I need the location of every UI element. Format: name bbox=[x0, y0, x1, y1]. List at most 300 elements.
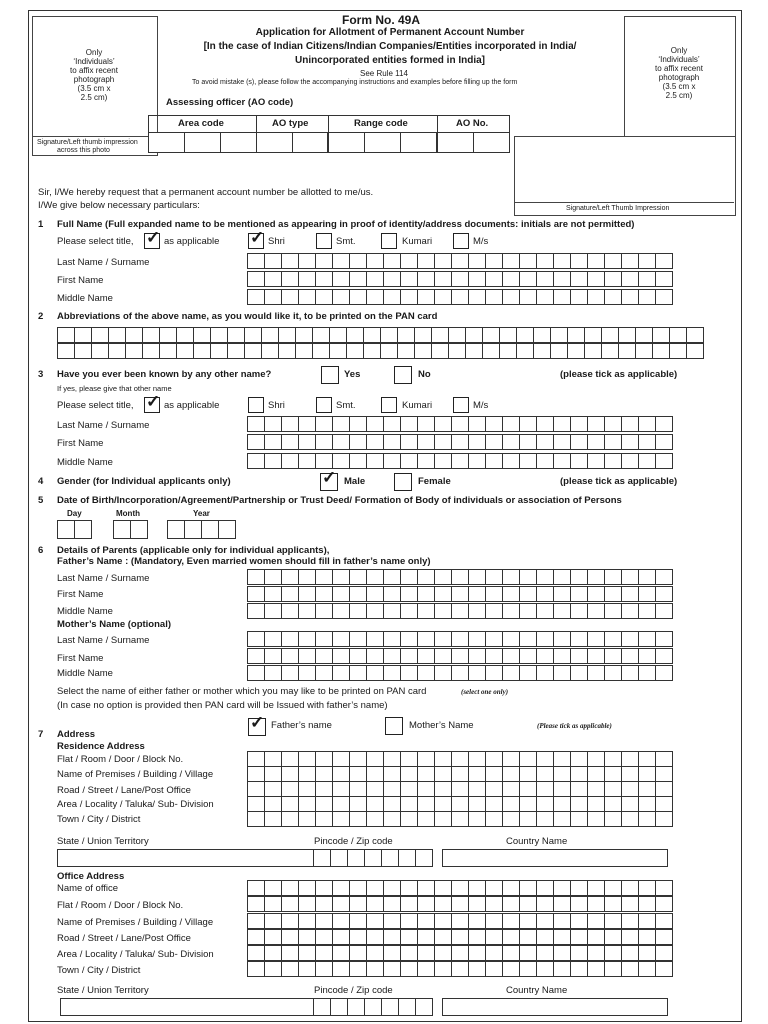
char-cell[interactable] bbox=[485, 751, 503, 767]
char-cell[interactable] bbox=[519, 766, 537, 782]
char-cell[interactable] bbox=[281, 289, 299, 305]
char-cell[interactable] bbox=[315, 751, 333, 767]
char-cell[interactable] bbox=[434, 631, 452, 647]
char-cell[interactable] bbox=[536, 603, 554, 619]
char-cell[interactable] bbox=[604, 416, 622, 432]
char-cell[interactable] bbox=[281, 648, 299, 664]
char-cell[interactable] bbox=[176, 327, 194, 343]
char-cell[interactable] bbox=[349, 945, 367, 961]
char-cell[interactable] bbox=[502, 648, 520, 664]
char-cell[interactable] bbox=[536, 416, 554, 432]
char-cell[interactable] bbox=[618, 343, 636, 359]
char-cell[interactable] bbox=[587, 569, 605, 585]
char-cell[interactable] bbox=[638, 751, 656, 767]
char-cell[interactable] bbox=[570, 648, 588, 664]
char-cell[interactable] bbox=[655, 751, 673, 767]
char-cell[interactable] bbox=[332, 648, 350, 664]
char-cell[interactable] bbox=[536, 945, 554, 961]
char-cell[interactable] bbox=[587, 781, 605, 797]
char-cell[interactable] bbox=[519, 880, 537, 896]
q7-off-country-input[interactable] bbox=[442, 998, 668, 1016]
char-cell[interactable] bbox=[383, 913, 401, 929]
char-cell[interactable] bbox=[400, 896, 418, 912]
char-cell[interactable] bbox=[550, 343, 568, 359]
char-cell[interactable] bbox=[315, 913, 333, 929]
char-cell[interactable] bbox=[434, 945, 452, 961]
char-cell[interactable] bbox=[366, 796, 384, 812]
signature-box-right[interactable] bbox=[514, 136, 736, 216]
char-cell[interactable] bbox=[587, 945, 605, 961]
char-cell[interactable] bbox=[261, 327, 279, 343]
char-cell[interactable] bbox=[451, 648, 469, 664]
char-cell[interactable] bbox=[247, 751, 265, 767]
char-cell[interactable] bbox=[315, 434, 333, 450]
char-cell[interactable] bbox=[329, 327, 347, 343]
char-cell[interactable] bbox=[553, 416, 571, 432]
char-cell[interactable] bbox=[434, 913, 452, 929]
char-cell[interactable] bbox=[264, 811, 282, 827]
char-cell[interactable] bbox=[176, 343, 194, 359]
char-cell[interactable] bbox=[400, 961, 418, 977]
char-cell[interactable] bbox=[400, 665, 418, 681]
char-cell[interactable] bbox=[383, 271, 401, 287]
char-cell[interactable] bbox=[298, 648, 316, 664]
char-cell[interactable] bbox=[655, 569, 673, 585]
char-cell[interactable] bbox=[686, 343, 704, 359]
char-cell[interactable] bbox=[417, 648, 435, 664]
char-cell[interactable] bbox=[264, 453, 282, 469]
q3-no-checkbox[interactable] bbox=[394, 366, 412, 384]
char-cell[interactable] bbox=[281, 665, 299, 681]
char-cell[interactable] bbox=[142, 343, 160, 359]
char-cell[interactable] bbox=[417, 880, 435, 896]
char-cell[interactable] bbox=[247, 434, 265, 450]
char-cell[interactable] bbox=[281, 766, 299, 782]
char-cell[interactable] bbox=[451, 253, 469, 269]
char-cell[interactable] bbox=[434, 751, 452, 767]
char-cell[interactable] bbox=[264, 434, 282, 450]
char-cell[interactable] bbox=[604, 569, 622, 585]
char-cell[interactable] bbox=[570, 766, 588, 782]
char-cell[interactable] bbox=[451, 781, 469, 797]
q7-res-area-grid[interactable] bbox=[247, 796, 673, 812]
char-cell[interactable] bbox=[363, 327, 381, 343]
char-cell[interactable] bbox=[417, 453, 435, 469]
char-cell[interactable] bbox=[298, 751, 316, 767]
char-cell[interactable] bbox=[451, 271, 469, 287]
char-cell[interactable] bbox=[434, 271, 452, 287]
char-cell[interactable] bbox=[448, 327, 466, 343]
char-cell[interactable] bbox=[652, 327, 670, 343]
char-cell[interactable] bbox=[349, 665, 367, 681]
char-cell[interactable] bbox=[434, 896, 452, 912]
char-cell[interactable] bbox=[332, 880, 350, 896]
char-cell[interactable] bbox=[281, 271, 299, 287]
char-cell[interactable] bbox=[655, 253, 673, 269]
char-cell[interactable] bbox=[553, 945, 571, 961]
char-cell[interactable] bbox=[329, 343, 347, 359]
char-cell[interactable] bbox=[247, 896, 265, 912]
char-cell[interactable] bbox=[638, 665, 656, 681]
char-cell[interactable] bbox=[451, 586, 469, 602]
char-cell[interactable] bbox=[349, 253, 367, 269]
char-cell[interactable] bbox=[655, 648, 673, 664]
ao-type-cells[interactable] bbox=[256, 132, 328, 153]
char-cell[interactable] bbox=[587, 648, 605, 664]
char-cell[interactable] bbox=[502, 945, 520, 961]
char-cell[interactable] bbox=[434, 434, 452, 450]
q5-day-grid[interactable] bbox=[57, 520, 92, 539]
char-cell[interactable] bbox=[638, 648, 656, 664]
char-cell[interactable] bbox=[550, 327, 568, 343]
char-cell[interactable] bbox=[519, 648, 537, 664]
char-cell[interactable] bbox=[604, 751, 622, 767]
q7-off-town-grid[interactable] bbox=[247, 961, 673, 977]
char-cell[interactable] bbox=[312, 343, 330, 359]
char-cell[interactable] bbox=[434, 766, 452, 782]
char-cell[interactable] bbox=[349, 751, 367, 767]
char-cell[interactable] bbox=[669, 327, 687, 343]
char-cell[interactable] bbox=[536, 631, 554, 647]
q1-ms-checkbox[interactable] bbox=[453, 233, 469, 249]
q1-middle-name-grid[interactable] bbox=[247, 289, 673, 305]
char-cell[interactable] bbox=[434, 929, 452, 945]
char-cell[interactable] bbox=[533, 343, 551, 359]
char-cell[interactable] bbox=[349, 631, 367, 647]
char-cell[interactable] bbox=[485, 929, 503, 945]
char-cell[interactable] bbox=[227, 343, 245, 359]
char-cell[interactable] bbox=[587, 253, 605, 269]
char-cell[interactable] bbox=[74, 327, 92, 343]
char-cell[interactable] bbox=[346, 343, 364, 359]
q7-res-flat-grid[interactable] bbox=[247, 751, 673, 767]
char-cell[interactable] bbox=[567, 327, 585, 343]
char-cell[interactable] bbox=[315, 945, 333, 961]
char-cell[interactable] bbox=[638, 416, 656, 432]
char-cell[interactable] bbox=[618, 327, 636, 343]
char-cell[interactable] bbox=[570, 271, 588, 287]
char-cell[interactable] bbox=[417, 586, 435, 602]
char-cell[interactable] bbox=[366, 569, 384, 585]
char-cell[interactable] bbox=[366, 631, 384, 647]
char-cell[interactable] bbox=[570, 665, 588, 681]
char-cell[interactable] bbox=[414, 327, 432, 343]
char-cell[interactable] bbox=[315, 569, 333, 585]
char-cell[interactable] bbox=[451, 416, 469, 432]
char-cell[interactable] bbox=[587, 665, 605, 681]
char-cell[interactable] bbox=[366, 766, 384, 782]
char-cell[interactable] bbox=[332, 811, 350, 827]
char-cell[interactable] bbox=[298, 913, 316, 929]
char-cell[interactable] bbox=[655, 665, 673, 681]
char-cell[interactable] bbox=[502, 253, 520, 269]
char-cell[interactable] bbox=[604, 631, 622, 647]
char-cell[interactable] bbox=[193, 343, 211, 359]
char-cell[interactable] bbox=[417, 434, 435, 450]
char-cell[interactable] bbox=[587, 586, 605, 602]
char-cell[interactable] bbox=[332, 253, 350, 269]
char-cell[interactable] bbox=[298, 811, 316, 827]
char-cell[interactable] bbox=[669, 343, 687, 359]
char-cell[interactable] bbox=[519, 751, 537, 767]
char-cell[interactable] bbox=[349, 586, 367, 602]
char-cell[interactable] bbox=[315, 929, 333, 945]
char-cell[interactable] bbox=[553, 665, 571, 681]
char-cell[interactable] bbox=[383, 796, 401, 812]
char-cell[interactable] bbox=[655, 880, 673, 896]
char-cell[interactable] bbox=[468, 603, 486, 619]
char-cell[interactable] bbox=[400, 648, 418, 664]
char-cell[interactable] bbox=[281, 416, 299, 432]
char-cell[interactable] bbox=[638, 811, 656, 827]
char-cell[interactable] bbox=[519, 434, 537, 450]
char-cell[interactable] bbox=[366, 811, 384, 827]
char-cell[interactable] bbox=[417, 961, 435, 977]
char-cell[interactable] bbox=[468, 913, 486, 929]
char-cell[interactable] bbox=[247, 253, 265, 269]
char-cell[interactable] bbox=[621, 913, 639, 929]
char-cell[interactable] bbox=[332, 665, 350, 681]
char-cell[interactable] bbox=[621, 880, 639, 896]
char-cell[interactable] bbox=[247, 945, 265, 961]
char-cell[interactable] bbox=[298, 603, 316, 619]
q4-female-checkbox[interactable] bbox=[394, 473, 412, 491]
char-cell[interactable] bbox=[638, 781, 656, 797]
char-cell[interactable] bbox=[587, 631, 605, 647]
char-cell[interactable] bbox=[247, 648, 265, 664]
char-cell[interactable] bbox=[298, 880, 316, 896]
char-cell[interactable] bbox=[281, 631, 299, 647]
char-cell[interactable] bbox=[278, 343, 296, 359]
char-cell[interactable] bbox=[587, 271, 605, 287]
char-cell[interactable] bbox=[417, 811, 435, 827]
q1-first-name-grid[interactable] bbox=[247, 271, 673, 287]
char-cell[interactable] bbox=[638, 289, 656, 305]
char-cell[interactable] bbox=[264, 416, 282, 432]
char-cell[interactable] bbox=[247, 781, 265, 797]
char-cell[interactable] bbox=[247, 811, 265, 827]
char-cell[interactable] bbox=[638, 913, 656, 929]
char-cell[interactable] bbox=[349, 880, 367, 896]
char-cell[interactable] bbox=[315, 416, 333, 432]
ao-range-cells[interactable] bbox=[328, 132, 437, 153]
q3-last-name-grid[interactable] bbox=[247, 416, 673, 432]
char-cell[interactable] bbox=[383, 603, 401, 619]
char-cell[interactable] bbox=[451, 896, 469, 912]
char-cell[interactable] bbox=[570, 253, 588, 269]
char-cell[interactable] bbox=[468, 586, 486, 602]
q7-off-premises-grid[interactable] bbox=[247, 913, 673, 929]
char-cell[interactable] bbox=[570, 569, 588, 585]
char-cell[interactable] bbox=[502, 631, 520, 647]
char-cell[interactable] bbox=[349, 271, 367, 287]
q6-father-last-grid[interactable] bbox=[247, 569, 673, 585]
char-cell[interactable] bbox=[485, 811, 503, 827]
char-cell[interactable] bbox=[400, 913, 418, 929]
char-cell[interactable] bbox=[417, 631, 435, 647]
char-cell[interactable] bbox=[298, 796, 316, 812]
char-cell[interactable] bbox=[366, 896, 384, 912]
char-cell[interactable] bbox=[553, 648, 571, 664]
char-cell[interactable] bbox=[502, 453, 520, 469]
char-cell[interactable] bbox=[315, 253, 333, 269]
char-cell[interactable] bbox=[383, 929, 401, 945]
char-cell[interactable] bbox=[638, 766, 656, 782]
char-cell[interactable] bbox=[247, 289, 265, 305]
char-cell[interactable] bbox=[502, 880, 520, 896]
char-cell[interactable] bbox=[315, 880, 333, 896]
char-cell[interactable] bbox=[315, 603, 333, 619]
char-cell[interactable] bbox=[417, 751, 435, 767]
char-cell[interactable] bbox=[247, 631, 265, 647]
char-cell[interactable] bbox=[485, 631, 503, 647]
char-cell[interactable] bbox=[601, 327, 619, 343]
q7-off-area-grid[interactable] bbox=[247, 945, 673, 961]
char-cell[interactable] bbox=[383, 781, 401, 797]
char-cell[interactable] bbox=[210, 327, 228, 343]
char-cell[interactable] bbox=[570, 896, 588, 912]
char-cell[interactable] bbox=[604, 945, 622, 961]
char-cell[interactable] bbox=[587, 603, 605, 619]
char-cell[interactable] bbox=[604, 913, 622, 929]
char-cell[interactable] bbox=[366, 913, 384, 929]
char-cell[interactable] bbox=[400, 751, 418, 767]
char-cell[interactable] bbox=[349, 766, 367, 782]
char-cell[interactable] bbox=[519, 631, 537, 647]
char-cell[interactable] bbox=[366, 751, 384, 767]
ao-no-cells[interactable] bbox=[437, 132, 510, 153]
char-cell[interactable] bbox=[281, 796, 299, 812]
char-cell[interactable] bbox=[264, 648, 282, 664]
char-cell[interactable] bbox=[264, 880, 282, 896]
char-cell[interactable] bbox=[332, 796, 350, 812]
char-cell[interactable] bbox=[536, 648, 554, 664]
char-cell[interactable] bbox=[485, 880, 503, 896]
char-cell[interactable] bbox=[621, 434, 639, 450]
char-cell[interactable] bbox=[298, 569, 316, 585]
char-cell[interactable] bbox=[584, 343, 602, 359]
char-cell[interactable] bbox=[315, 586, 333, 602]
q6-mother-last-grid[interactable] bbox=[247, 631, 673, 647]
char-cell[interactable] bbox=[536, 896, 554, 912]
char-cell[interactable] bbox=[604, 781, 622, 797]
char-cell[interactable] bbox=[315, 271, 333, 287]
char-cell[interactable] bbox=[499, 327, 517, 343]
char-cell[interactable] bbox=[519, 896, 537, 912]
char-cell[interactable] bbox=[553, 453, 571, 469]
char-cell[interactable] bbox=[502, 603, 520, 619]
char-cell[interactable] bbox=[261, 343, 279, 359]
char-cell[interactable] bbox=[264, 781, 282, 797]
char-cell[interactable] bbox=[264, 253, 282, 269]
char-cell[interactable] bbox=[349, 796, 367, 812]
char-cell[interactable] bbox=[499, 343, 517, 359]
char-cell[interactable] bbox=[604, 434, 622, 450]
char-cell[interactable] bbox=[536, 880, 554, 896]
char-cell[interactable] bbox=[621, 665, 639, 681]
char-cell[interactable] bbox=[417, 896, 435, 912]
char-cell[interactable] bbox=[332, 453, 350, 469]
char-cell[interactable] bbox=[587, 811, 605, 827]
char-cell[interactable] bbox=[570, 434, 588, 450]
char-cell[interactable] bbox=[434, 880, 452, 896]
char-cell[interactable] bbox=[519, 945, 537, 961]
char-cell[interactable] bbox=[553, 289, 571, 305]
q2-abbreviation-grid-row1[interactable] bbox=[57, 327, 704, 343]
char-cell[interactable] bbox=[655, 796, 673, 812]
char-cell[interactable] bbox=[519, 271, 537, 287]
char-cell[interactable] bbox=[604, 648, 622, 664]
char-cell[interactable] bbox=[417, 416, 435, 432]
char-cell[interactable] bbox=[298, 586, 316, 602]
char-cell[interactable] bbox=[349, 569, 367, 585]
ao-area-cells[interactable] bbox=[148, 132, 258, 153]
char-cell[interactable] bbox=[247, 961, 265, 977]
char-cell[interactable] bbox=[655, 781, 673, 797]
char-cell[interactable] bbox=[383, 289, 401, 305]
char-cell[interactable] bbox=[264, 751, 282, 767]
q3-ms-checkbox[interactable] bbox=[453, 397, 469, 413]
char-cell[interactable] bbox=[383, 569, 401, 585]
char-cell[interactable] bbox=[516, 343, 534, 359]
char-cell[interactable] bbox=[244, 327, 262, 343]
char-cell[interactable] bbox=[655, 453, 673, 469]
char-cell[interactable] bbox=[332, 945, 350, 961]
char-cell[interactable] bbox=[485, 665, 503, 681]
char-cell[interactable] bbox=[570, 913, 588, 929]
char-cell[interactable] bbox=[519, 811, 537, 827]
char-cell[interactable] bbox=[519, 289, 537, 305]
char-cell[interactable] bbox=[247, 271, 265, 287]
char-cell[interactable] bbox=[91, 327, 109, 343]
char-cell[interactable] bbox=[264, 796, 282, 812]
char-cell[interactable] bbox=[400, 253, 418, 269]
char-cell[interactable] bbox=[434, 586, 452, 602]
char-cell[interactable] bbox=[400, 586, 418, 602]
char-cell[interactable] bbox=[451, 811, 469, 827]
char-cell[interactable] bbox=[431, 327, 449, 343]
char-cell[interactable] bbox=[366, 961, 384, 977]
char-cell[interactable] bbox=[400, 453, 418, 469]
char-cell[interactable] bbox=[553, 751, 571, 767]
q3-kumari-checkbox[interactable] bbox=[381, 397, 397, 413]
char-cell[interactable] bbox=[485, 913, 503, 929]
char-cell[interactable] bbox=[366, 603, 384, 619]
char-cell[interactable] bbox=[655, 811, 673, 827]
char-cell[interactable] bbox=[468, 434, 486, 450]
q6-father-option-checkbox[interactable] bbox=[248, 713, 266, 736]
char-cell[interactable] bbox=[485, 766, 503, 782]
char-cell[interactable] bbox=[264, 631, 282, 647]
char-cell[interactable] bbox=[468, 453, 486, 469]
q7-off-state-input[interactable] bbox=[60, 998, 314, 1016]
char-cell[interactable] bbox=[468, 811, 486, 827]
char-cell[interactable] bbox=[553, 271, 571, 287]
char-cell[interactable] bbox=[502, 289, 520, 305]
char-cell[interactable] bbox=[298, 434, 316, 450]
char-cell[interactable] bbox=[485, 253, 503, 269]
char-cell[interactable] bbox=[638, 880, 656, 896]
char-cell[interactable] bbox=[533, 327, 551, 343]
char-cell[interactable] bbox=[383, 751, 401, 767]
char-cell[interactable] bbox=[621, 631, 639, 647]
char-cell[interactable] bbox=[621, 289, 639, 305]
char-cell[interactable] bbox=[536, 434, 554, 450]
char-cell[interactable] bbox=[247, 603, 265, 619]
char-cell[interactable] bbox=[281, 586, 299, 602]
char-cell[interactable] bbox=[638, 434, 656, 450]
char-cell[interactable] bbox=[451, 751, 469, 767]
